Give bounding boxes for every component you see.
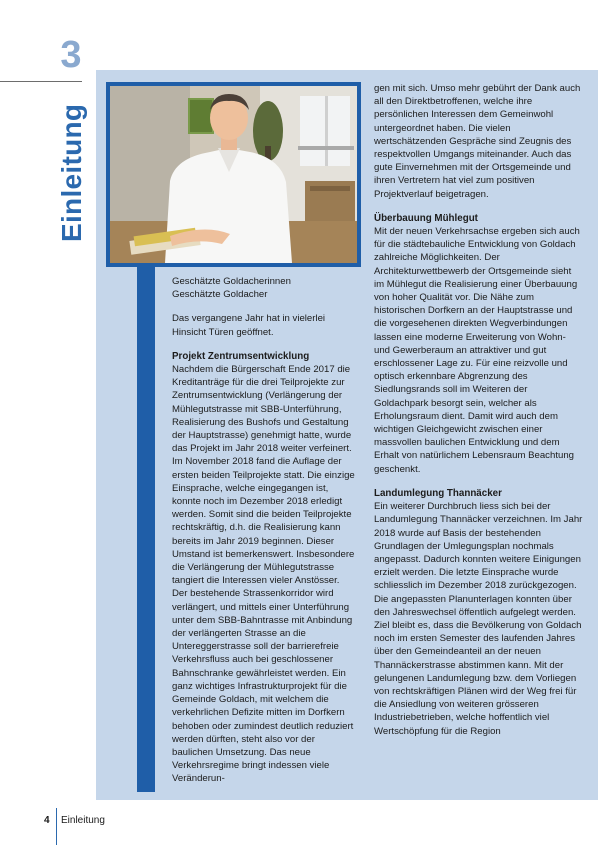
- chapter-number: 3: [60, 34, 82, 76]
- right-text-column: [374, 82, 584, 738]
- footer-label: Einleitung: [61, 815, 105, 826]
- greeting-line: Geschätzte Goldacher: [172, 289, 268, 301]
- portrait-illustration: [110, 86, 357, 263]
- section-heading: Projekt Zentrumsentwicklung: [172, 350, 310, 362]
- page-number: 4: [44, 815, 50, 826]
- accent-bar: [137, 267, 155, 792]
- body-paragraph: Mit der neuen Verkehrsachse ergeben sich auch für die städtebauliche Entwicklung von Goldach zahlreiche Möglichkeiten. Der Architekturwettbewerb der Ortsgemeinde sieht im Mühlegut die Realisierung einer Überbauung von hoher Qualität vor. Die Nähe zum historischen Dorfkern an der Hauptstrasse und die vorgesehenen direkten Wegverbindungen lassen eine moderne Erweiterung von Wohn- und Gewerberaum an attraktiver und gut erschlossener Lage zu. Für eine reizvolle und optisch erkennbare Abgrenzung des Siedlungsrands soll im Weiteren der Goldachpark besorgt sein, welcher als Erholungsraum dient. Damit wird auch dem wichtigen Gleichgewicht zwischen einer massvollen baulichen Entwicklung und dem Erhalt von natürlichem Lebensraum Beachtung geschenkt.: [374, 226, 580, 475]
- chapter-title: Einleitung: [56, 103, 87, 242]
- body-paragraph: Nachdem die Bürgerschaft Ende 2017 die Kreditanträge für die drei Teilprojekte zur Zentrumsentwicklung (Verlängerung der Mühlegutstrasse mit SBB-Unterführung, Realisierung des Bushofs und Gestaltung der Hauptstrasse) genehmigt hatte, wurde das Projekt im Jahr 2018 weiter verfeinert. Im November 2018 fand die Auflage der ersten beiden Teilprojekte statt. Die einzige Einsprache, welche eingegangen ist, konnte noch im Dezember 2018 erledigt werden. Somit sind die beiden Teilprojekte rechtskräftig, d.h. die Realisierung kann bereits im Jahr 2019 beginnen. Dieser Umstand ist bemerkenswert. Insbesondere die Verlängerung der Mühlegutstrasse tangiert die Interessen vieler Anstösser. Der bestehende Strassenkorridor wird verlängert, und mittels einer Unterführung unter dem SBB-Bahntrasse mit Anbindung der verlängerten Strasse an die Untereggerstrasse soll der barrierefreie Verkehrsfluss auch bei geschlossener Bahnschranke gewährleistet werden. Ein ganz wichtiges Infrastrukturprojekt für die Gemeinde Goldach, mit welchem die verkehrlichen Defizite mitten im Dorfkern behoben oder zumindest deutlich reduziert werden dürften, steht also vor der baulichen Umsetzung. Das neue Verkehrsregime bringt indessen viele Veränderun-: [172, 364, 355, 785]
- greeting-line: Geschätzte Goldacherinnen: [172, 276, 291, 287]
- body-paragraph: gen mit sich. Umso mehr gebührt der Dank auch all den Direktbetroffenen, welche ihre persönlichen Interessen dem Gemeinwohl untergeordnet haben. Die vielen wertschätzenden Gespräche sind Zeugnis des respektvollen Umgangs miteinander. Auch das gute Einvernehmen mit der Ortsgemeinde und ihren Vertretern hat viel zum positiven Projektverlauf beigetragen.: [374, 83, 581, 200]
- intro-paragraph: Das vergangene Jahr hat in vielerlei Hinsicht Türen geöffnet.: [172, 313, 326, 338]
- left-text-column: [172, 275, 356, 786]
- footer-rule: [56, 808, 57, 845]
- portrait-photo: [110, 86, 357, 263]
- section-heading: Überbauung Mühlegut: [374, 212, 478, 224]
- body-paragraph: Ein weiterer Durchbruch liess sich bei der Landumlegung Thannäcker verzeichnen. Im Jahr 2018 wurde auf Basis der bestehenden Grundlagen der Umlegungsplan nochmals angepasst. Dadurch konnten weitere Einigungen erzielt werden. Die letzte Einsprache wurde schliesslich im Dezember 2018 zurückgezogen. Die angepassten Planunterlagen konnten über den Jahreswechsel öffentlich aufgelegt werden. Ziel bleibt es, dass die Bevölkerung von Goldach noch im ersten Semester des laufenden Jahres über den Gemeindeanteil an der neuen Thannäckerstrasse abstimmen kann. Mit der gelungenen Landumlegung bzw. dem Vorliegen von rechtskräftigen Plänen wird der Weg frei für die Ansiedlung von weiteren grösseren Industriebetrieben, welche hoffentlich viel Wertschöpfung für die Region: [374, 501, 583, 737]
- section-heading: Landumlegung Thannäcker: [374, 487, 502, 499]
